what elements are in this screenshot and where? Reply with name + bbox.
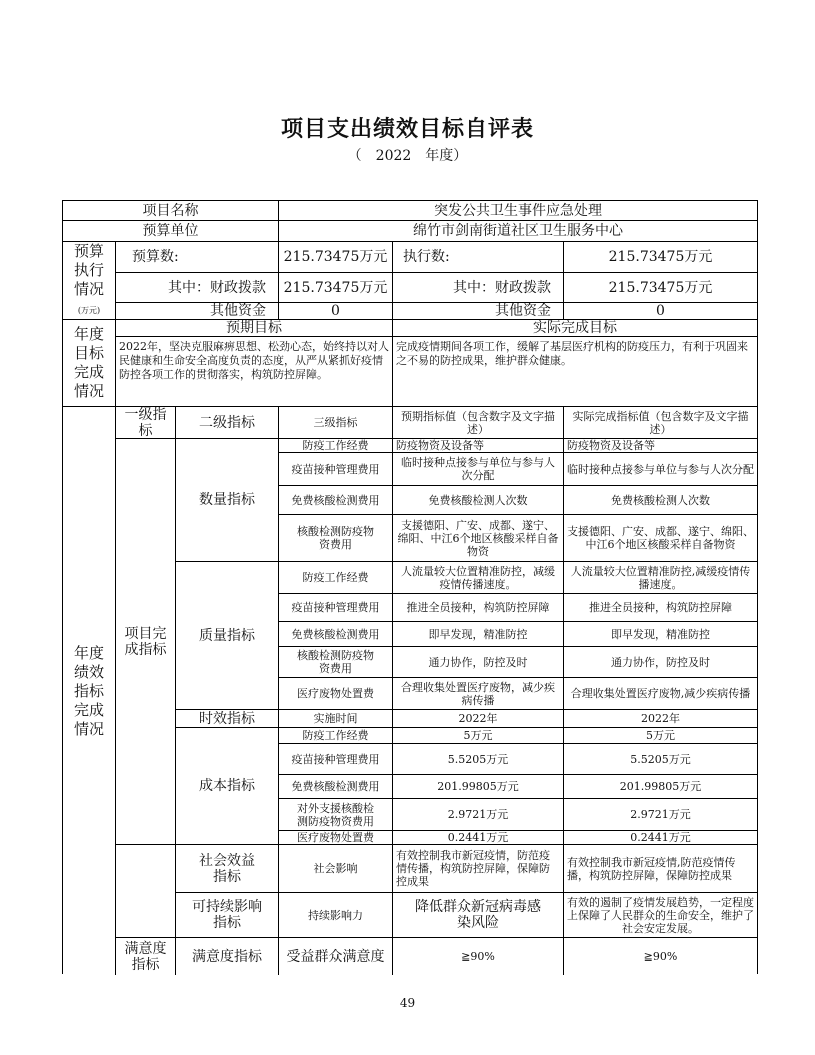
budget-section-unit: (万元) [77, 305, 101, 315]
page-number: 49 [399, 996, 416, 1010]
quality-row-expected: 人流量较大位置精准防控，减缓疫情传播速度。 [393, 562, 564, 594]
quantity-row-name: 疫苗接种管理费用 [279, 453, 393, 486]
quantity-row-expected: 临时接种点接参与单位与参与人次分配 [393, 453, 564, 486]
social-row-actual: 有效控制我市新冠疫情,防范疫情传播，构筑防控屏障，保障防控成果 [564, 845, 757, 893]
satisfaction-row-name: 受益群众满意度 [279, 938, 393, 975]
quantity-row-name: 核酸检测防疫物资费用 [279, 515, 393, 562]
other-funds-budget: 0 [279, 303, 393, 320]
sustain-row-actual: 有效的遏制了疫情发展趋势，一定程度上保障了人民群众的生命安全，维护了社会安定发展。 [564, 893, 757, 938]
quantity-row-name: 防疫工作经费 [279, 439, 393, 453]
output-level1-title: 项目完成指标 [124, 625, 167, 658]
quality-indicator-label: 质量指标 [176, 562, 279, 710]
output-level1-label [116, 439, 176, 845]
timeliness-row-name: 实施时间 [279, 710, 393, 728]
budget-unit-value: 绵竹市剑南街道社区卫生服务中心 [279, 221, 757, 242]
cost-indicator-label: 成本指标 [176, 728, 279, 845]
quality-row-actual: 即早发现，精准防控 [564, 622, 757, 647]
actual-goal-text: 完成疫情期间各项工作，缓解了基层医疗机构的防疫压力，有利于巩固来之不易的防控成果，维护群众健康。 [393, 337, 757, 407]
fiscal-exec-label: 其中：财政拨款 [393, 273, 564, 303]
quality-row-name: 免费核酸检测费用 [279, 622, 393, 647]
cost-row-actual: 5万元 [564, 728, 757, 744]
cost-row-expected: 5万元 [393, 728, 564, 744]
quantity-row-actual: 临时接种点接参与单位与参与人次分配 [564, 453, 757, 486]
social-indicator-title: 社会效益指标 [199, 852, 255, 885]
sustain-indicator-label [176, 893, 279, 938]
budget-section-title: 预算执行情况 [73, 242, 104, 298]
evaluation-table [62, 200, 758, 974]
satisfaction-level1-label [116, 938, 176, 975]
sustain-row-expected: 降低群众新冠病毒感染风险 [393, 893, 564, 938]
cost-row-expected: 2.9721万元 [393, 799, 564, 831]
other-funds-exec-label: 其他资金 [393, 303, 564, 320]
exec-amount-label: 执行数: [393, 242, 564, 273]
indicators-section-title: 年度绩效指标完成情况 [73, 643, 104, 738]
sustain-row-name: 持续影响力 [279, 893, 393, 938]
cost-row-name: 疫苗接种管理费用 [279, 744, 393, 775]
actual-goal-header: 实际完成目标 [393, 320, 757, 337]
cost-row-expected: 0.2441万元 [393, 831, 564, 845]
cost-row-name: 医疗废物处置费 [279, 831, 393, 845]
satisfaction-row-expected: ≧90% [393, 938, 564, 975]
timeliness-indicator-label: 时效指标 [176, 710, 279, 728]
expected-goal-header: 预期目标 [116, 320, 393, 337]
quality-row-expected: 推进全员接种，构筑防控屏障 [393, 594, 564, 622]
timeliness-row-actual: 2022年 [564, 710, 757, 728]
header-level1: 一级指标 [116, 407, 176, 439]
social-indicator-label [176, 845, 279, 893]
annual-goal-label [63, 320, 116, 407]
header-level3: 三级指标 [279, 407, 393, 439]
quantity-row-actual: 免费核酸检测人次数 [564, 486, 757, 515]
quality-row-expected: 合理收集处置医疗废物，减少疾病传播 [393, 678, 564, 710]
header-expected: 预期指标值（包含数字及文字描述） [393, 407, 564, 439]
page-title: 项目支出绩效目标自评表 [280, 116, 534, 142]
timeliness-row-expected: 2022年 [393, 710, 564, 728]
budget-amount-value: 215.73475万元 [279, 242, 393, 273]
quantity-row-actual: 防疫物资及设备等 [564, 439, 757, 453]
satisfaction-row-actual: ≧90% [643, 950, 678, 963]
quantity-row-actual: 支援德阳、广安、成都、遂宁、绵阳、中江6个地区核酸采样自备物资 [564, 515, 757, 562]
quality-row-actual: 推进全员接种，构筑防控屏障 [564, 594, 757, 622]
satisfaction-indicator-label: 满意度指标 [176, 938, 279, 975]
quantity-row-expected: 免费核酸检测人次数 [393, 486, 564, 515]
fiscal-exec-value: 215.73475万元 [564, 273, 757, 303]
cost-row-expected: 5.5205万元 [393, 744, 564, 775]
budget-unit-label: 预算单位 [63, 221, 279, 242]
project-name-value: 突发公共卫生事件应急处理 [279, 201, 757, 221]
other-funds-label: 其他资金 [116, 303, 279, 320]
cost-row-actual: 0.2441万元 [564, 831, 757, 845]
fiscal-budget-value: 215.73475万元 [279, 273, 393, 303]
quality-row-actual: 人流量较大位置精准防控,减缓疫情传播速度。 [564, 562, 757, 594]
cost-row-expected: 201.99805万元 [393, 775, 564, 799]
quantity-indicator-label: 数量指标 [176, 439, 279, 562]
header-level2: 二级指标 [176, 407, 279, 439]
quantity-row-name: 免费核酸检测费用 [279, 486, 393, 515]
annual-goal-title: 年度目标完成情况 [73, 325, 104, 400]
quality-row-actual: 通力协作，防控及时 [564, 647, 757, 678]
indicators-section-label [63, 407, 116, 975]
quantity-row-expected: 支援德阳、广安、成都、遂宁、绵阳、中江6个地区核酸采样自备物资 [393, 515, 564, 562]
project-name-label: 项目名称 [63, 201, 279, 221]
quality-row-name: 核酸检测防疫物资费用 [279, 647, 393, 678]
sustain-indicator-title: 可持续影响指标 [192, 899, 262, 931]
social-row-expected: 有效控制我市新冠疫情，防范疫情传播，构筑防控屏障，保障防控成果 [393, 845, 564, 893]
effect-level1-cell [116, 845, 176, 938]
other-funds-exec-value: 0 [564, 303, 757, 320]
cost-row-name: 对外支援核酸检测防疫物资费用 [279, 799, 393, 831]
quality-row-name: 医疗废物处置费 [279, 678, 393, 710]
quality-row-name: 疫苗接种管理费用 [279, 594, 393, 622]
budget-section-label [63, 242, 116, 320]
cost-row-actual: 2.9721万元 [564, 799, 757, 831]
quality-row-name: 防疫工作经费 [279, 562, 393, 594]
page-subtitle: （ 2022 年度） [347, 148, 468, 164]
satisfaction-level1-title: 满意度指标 [124, 940, 167, 973]
cost-row-name: 免费核酸检测费用 [279, 775, 393, 799]
quality-row-expected: 即早发现，精准防控 [393, 622, 564, 647]
social-row-name: 社会影响 [279, 845, 393, 893]
exec-amount-value: 215.73475万元 [564, 242, 757, 273]
fiscal-label: 其中：财政拨款 [116, 273, 279, 303]
cost-row-actual: 5.5205万元 [564, 744, 757, 775]
cost-row-name: 防疫工作经费 [279, 728, 393, 744]
quantity-row-expected: 防疫物资及设备等 [393, 439, 564, 453]
quality-row-expected: 通力协作，防控及时 [393, 647, 564, 678]
header-actual: 实际完成指标值（包含数字及文字描述） [564, 407, 757, 439]
cost-row-actual: 201.99805万元 [564, 775, 757, 799]
expected-goal-text: 2022年，坚决克服麻痹思想、松劲心态，始终持以对人民健康和生命安全高度负责的态度，从严从紧抓好疫情防控各项工作的贯彻落实，构筑防控屏障。 [116, 337, 393, 407]
budget-amount-label: 预算数: [116, 242, 279, 273]
quality-row-actual: 合理收集处置医疗废物,减少疾病传播 [564, 678, 757, 710]
